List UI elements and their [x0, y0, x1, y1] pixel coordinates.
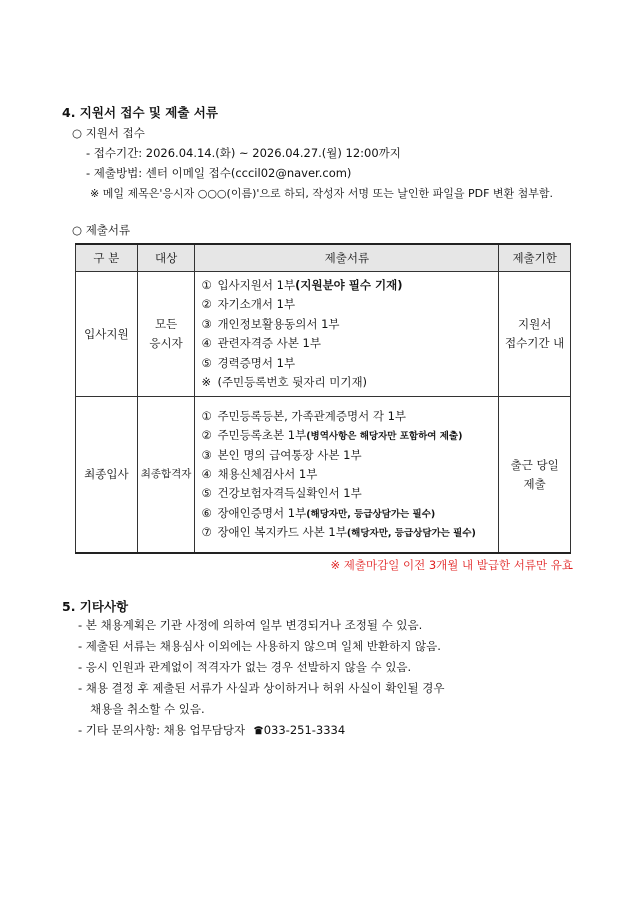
row1-target-line2: 응시자 — [149, 336, 183, 351]
header-target: 대상 — [137, 244, 195, 272]
table-header-row — [76, 244, 571, 272]
row1-target — [137, 272, 195, 397]
list-item: ⑦ 장애인 복지카드 사본 1부(해당자만, 등급상담가는 필수) — [201, 525, 476, 540]
list-item: - 제출된 서류는 채용심사 이외에는 사용하지 않으며 일체 반환하지 않음. — [78, 639, 441, 653]
list-item: ④ 관련자격증 사본 1부 — [201, 336, 321, 351]
application-heading: ○ 지원서 접수 — [72, 126, 145, 140]
header-deadline: 제출기한 — [499, 244, 571, 272]
application-method: - 제출방법: 센터 이메일 접수(cccil02@naver.com) — [86, 166, 352, 180]
table-row — [76, 397, 571, 553]
table-row — [76, 272, 571, 397]
telephone-icon — [253, 723, 264, 737]
row1-deadline — [499, 272, 571, 397]
documents-heading: ○ 제출서류 — [72, 223, 131, 237]
list-item: ⑥ 장애인증명서 1부(해당자만, 등급상담가는 필수) — [201, 505, 436, 520]
row2-deadline — [499, 397, 571, 553]
row2-deadline-line2: 제출 — [523, 476, 546, 491]
list-item: ① 주민등록등본, 가족관계증명서 각 1부 — [201, 408, 407, 423]
row2-category: 최종입사 — [76, 397, 138, 553]
list-item: - 응시 인원과 관계없이 적격자가 없는 경우 선발하지 않을 수 있음. — [78, 660, 412, 674]
contact-prefix: - 기타 문의사항: 채용 업무담당자 — [78, 723, 246, 737]
list-item: ⑤ 건강보험자격득실확인서 1부 — [201, 486, 362, 501]
row1-deadline-line1: 지원서 — [517, 317, 552, 332]
section5-title: 5. 기타사항 — [62, 599, 129, 614]
list-item: 채용을 취소할 수 있음. — [90, 702, 205, 716]
section4-title: 4. 지원서 접수 및 제출 서류 — [62, 105, 218, 120]
row1-deadline-line2: 접수기간 내 — [505, 336, 565, 351]
list-item: ③ 개인정보활용동의서 1부 — [201, 316, 340, 331]
header-documents: 제출서류 — [195, 244, 499, 272]
list-item: ※ (주민등록번호 뒷자리 미기재) — [201, 374, 368, 389]
row1-category: 입사지원 — [76, 272, 138, 397]
list-item: - 채용 결정 후 제출된 서류가 사실과 상이하거나 허위 사실이 확인될 경우 — [78, 681, 445, 695]
contact-line — [78, 722, 345, 738]
list-item: ③ 본인 명의 급여통장 사본 1부 — [201, 447, 362, 462]
application-period: - 접수기간: 2026.04.14.(화) ~ 2026.04.27.(월) 12:00까지 — [86, 146, 401, 160]
header-category: 구 분 — [76, 244, 138, 272]
row1-target-line1: 모든 — [154, 317, 178, 332]
list-item: ① 입사지원서 1부(지원분야 필수 기재) — [201, 278, 403, 292]
list-item: ④ 채용신체검사서 1부 — [201, 466, 318, 481]
row2-target: 최종합격자 — [137, 397, 195, 553]
row1-items — [195, 272, 499, 397]
list-item: ② 자기소개서 1부 — [201, 297, 296, 312]
list-item: ② 주민등록초본 1부(병역사항은 해당자만 포함하여 제출) — [201, 428, 463, 443]
documents-footnote: ※ 제출마감일 이전 3개월 내 발급한 서류만 유효 — [330, 558, 573, 572]
list-item: ⑤ 경력증명서 1부 — [201, 355, 296, 370]
documents-table — [75, 243, 571, 554]
row2-items — [195, 397, 499, 553]
application-note: ※ 메일 제목은'응시자 ○○○(이름)'으로 하되, 작성자 서명 또는 날인한 파일을 PDF 변환 첨부함. — [90, 187, 554, 200]
row2-deadline-line1: 출근 당일 — [510, 457, 559, 472]
list-item: - 본 채용계획은 기관 사정에 의하여 일부 변경되거나 조정될 수 있음. — [78, 618, 423, 632]
contact-phone: 033-251-3334 — [263, 723, 346, 737]
